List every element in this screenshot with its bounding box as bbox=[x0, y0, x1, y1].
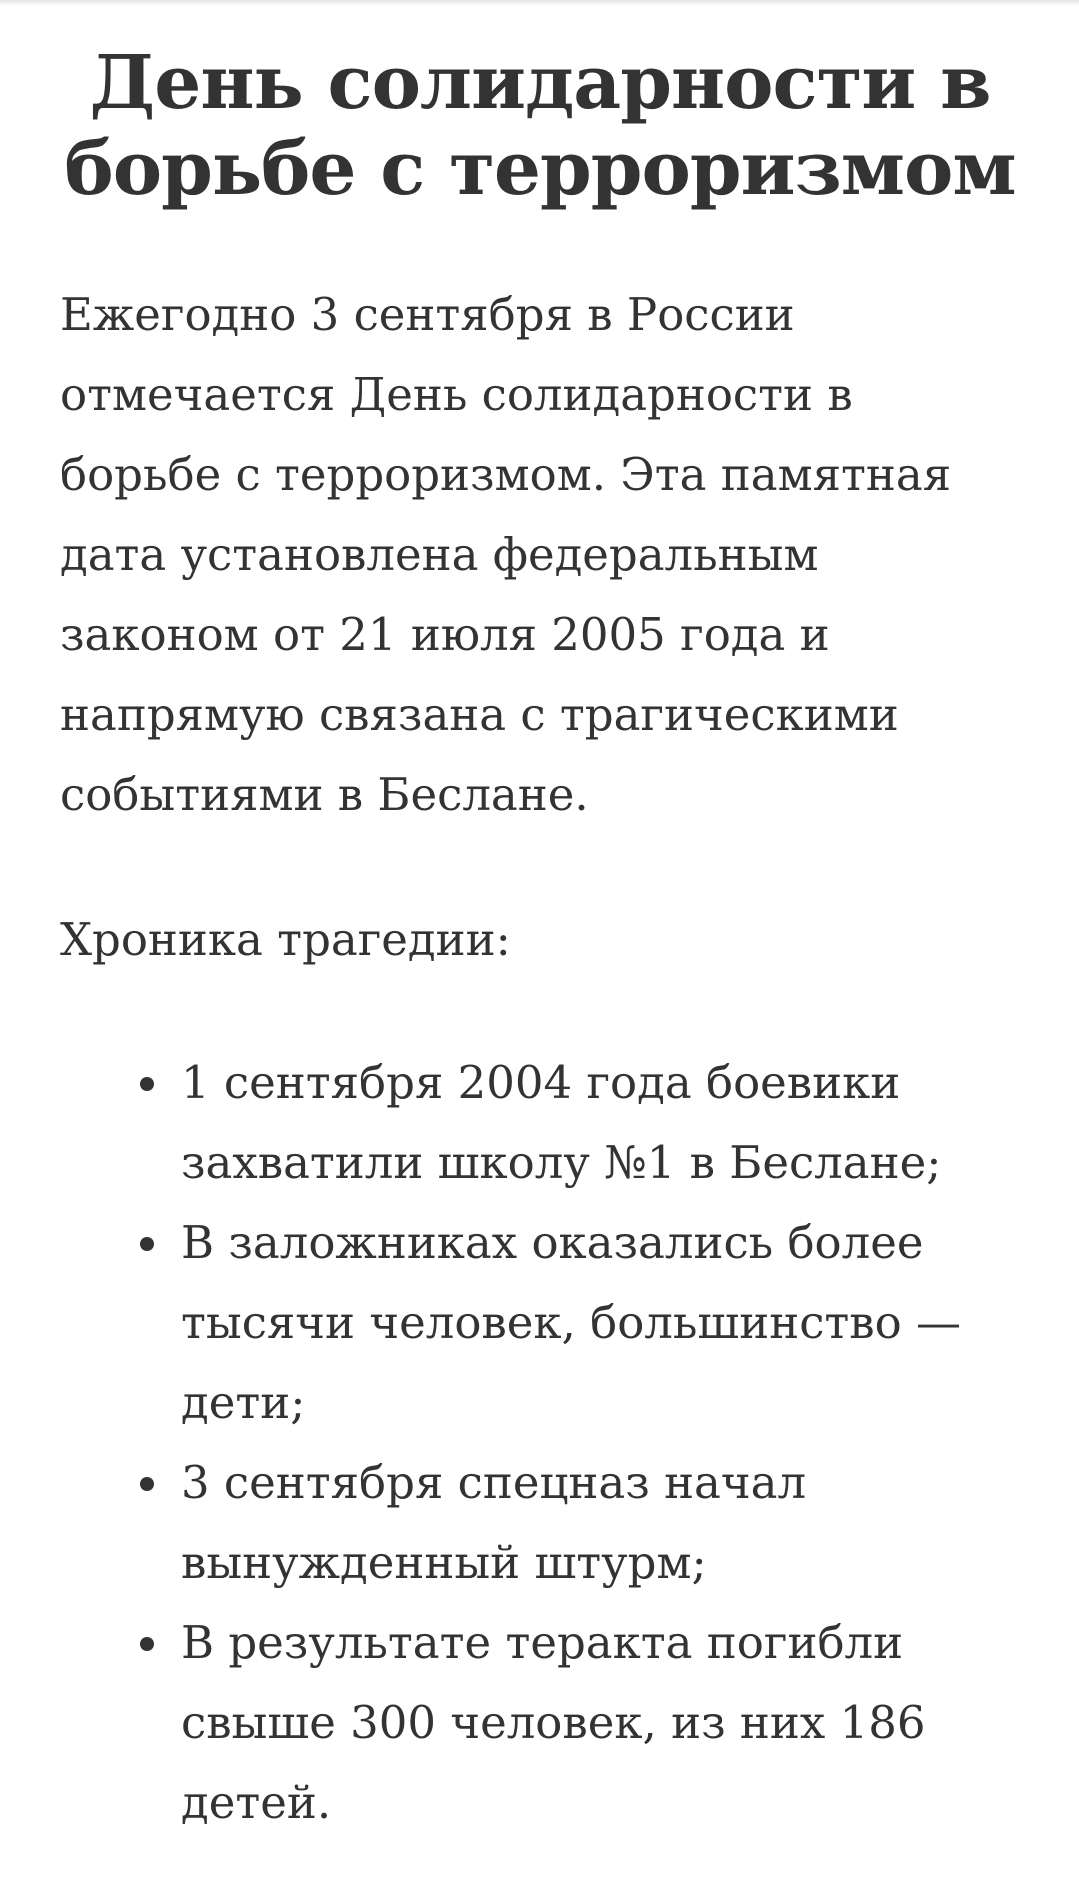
intro-line: борьбе с терроризмом. Эта памятная bbox=[60, 448, 952, 501]
list-item bbox=[60, 1443, 1020, 1603]
intro-line: напрямую связана с трагическими bbox=[60, 688, 899, 741]
intro-line: дата установлена федеральным bbox=[60, 528, 819, 581]
list-item-line: детей. bbox=[181, 1776, 332, 1829]
intro-paragraph bbox=[60, 275, 1020, 835]
list-item bbox=[60, 1603, 1020, 1843]
list-item-line: вынужденный штурм; bbox=[181, 1536, 707, 1589]
list-item-line: 3 сентября спецназ начал bbox=[181, 1456, 807, 1509]
list-item-line: В заложниках оказались более bbox=[181, 1216, 924, 1269]
chronicle-heading: Хроника трагедии: bbox=[60, 913, 511, 966]
intro-line: событиями в Беслане. bbox=[60, 768, 589, 821]
list-item bbox=[60, 1043, 1020, 1203]
list-item-line: дети; bbox=[181, 1376, 306, 1429]
title-line-1: День солидарности в bbox=[89, 40, 991, 126]
bullet-dot-icon bbox=[140, 1637, 154, 1651]
title-line-2: борьбе с терроризмом bbox=[64, 126, 1016, 212]
article bbox=[60, 0, 1020, 1829]
intro-line: отмечается День солидарности в bbox=[60, 368, 853, 421]
list-item-line: В результате теракта погибли bbox=[181, 1616, 904, 1669]
list-item-line: тысячи человек, большинство — bbox=[181, 1296, 962, 1349]
list-item-line: свыше 300 человек, из них 186 bbox=[181, 1696, 926, 1749]
list-item-line: захватили школу №1 в Беслане; bbox=[181, 1136, 942, 1189]
intro-line: законом от 21 июля 2005 года и bbox=[60, 608, 830, 661]
article-title bbox=[60, 40, 1020, 212]
chronicle-list bbox=[60, 1043, 1020, 1843]
bullet-dot-icon bbox=[140, 1237, 154, 1251]
intro-line: Ежегодно 3 сентября в России bbox=[60, 288, 795, 341]
list-item bbox=[60, 1203, 1020, 1443]
bullet-dot-icon bbox=[140, 1077, 154, 1091]
bullet-dot-icon bbox=[140, 1477, 154, 1491]
list-item-line: 1 сентября 2004 года боевики bbox=[181, 1056, 901, 1109]
